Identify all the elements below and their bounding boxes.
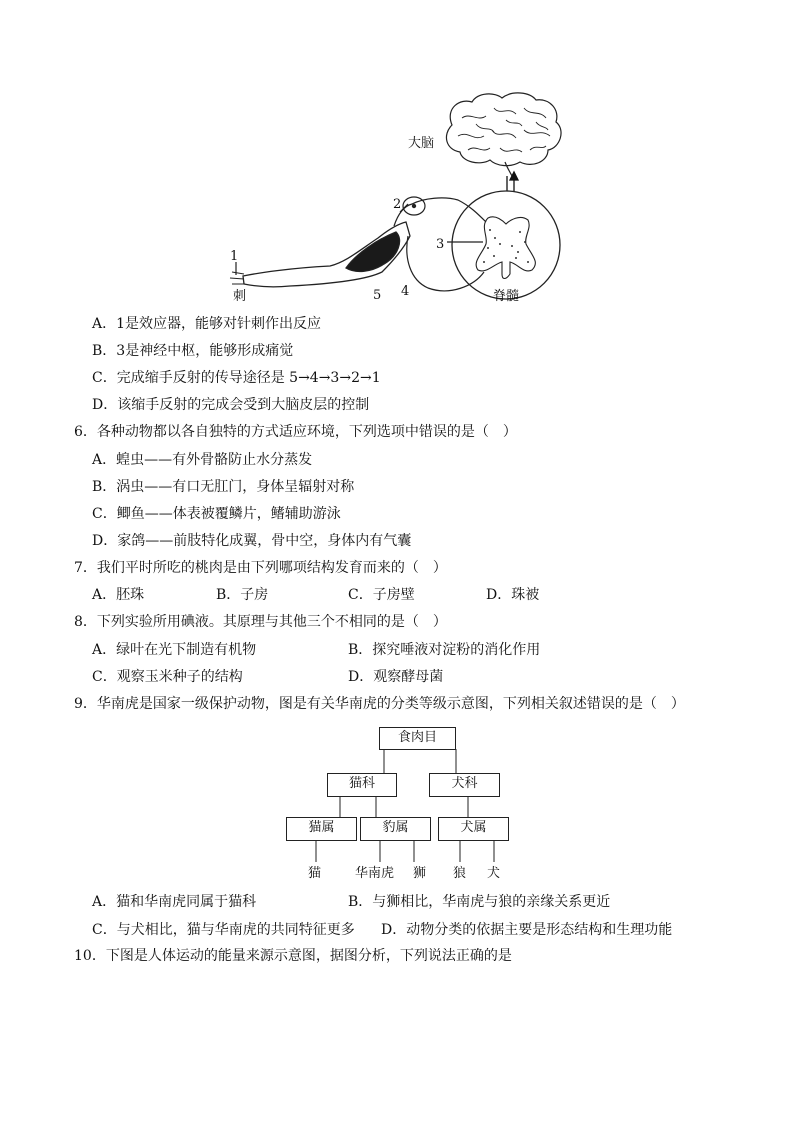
q8-option-a: A．绿叶在光下制造有机物	[92, 642, 257, 658]
q6-option-b: B．涡虫——有口无肛门，身体呈辐射对称	[92, 479, 355, 495]
q7-option-a: A．胚珠	[92, 587, 145, 603]
q9-option-d: D．动物分类的依据主要是形态结构和生理功能	[381, 922, 673, 938]
label-5: 5	[373, 288, 382, 303]
genus-cat-box: 猫属	[286, 817, 357, 841]
q9-option-c: C．与犬相比，猫与华南虎的共同特征更多	[92, 922, 355, 938]
q9-stem: 9．华南虎是国家一级保护动物，图是有关华南虎的分类等级示意图，下列相关叙述错误的是（ ）	[74, 696, 685, 712]
species-cat: 猫	[308, 866, 322, 881]
q8-option-c: C．观察玉米种子的结构	[92, 669, 243, 685]
stimulus-label: 刺	[233, 289, 247, 304]
q7-option-c: C．子房壁	[348, 587, 415, 603]
q5-option-d: D．该缩手反射的完成会受到大脑皮层的控制	[92, 397, 370, 413]
q8-stem: 8．下列实验所用碘液。其原理与其他三个不相同的是（ ）	[74, 614, 447, 630]
q5-option-a: A．1是效应器，能够对针刺作出反应	[92, 316, 322, 332]
genus-dog-box: 犬属	[438, 817, 509, 841]
label-4: 4	[401, 284, 410, 299]
q6-option-d: D．家鸽——前肢特化成翼，骨中空，身体内有气囊	[92, 533, 412, 549]
family-dog-box: 犬科	[429, 773, 500, 797]
q6-option-a: A．蝗虫——有外骨骼防止水分蒸发	[92, 452, 313, 468]
order-box: 食肉目	[379, 727, 456, 750]
q9-option-a: A．猫和华南虎同属于猫科	[92, 894, 257, 910]
spinal-cord-label: 脊髓	[493, 289, 520, 304]
label-1: 1	[230, 249, 239, 264]
q5-option-c: C．完成缩手反射的传导途径是 5→4→3→2→1	[92, 370, 381, 386]
q8-option-d: D．观察酵母菌	[348, 669, 444, 685]
q5-option-b: B．3是神经中枢，能够形成痛觉	[92, 343, 294, 359]
species-dog: 犬	[487, 866, 501, 881]
q7-option-d: D．珠被	[486, 587, 540, 603]
q8-option-b: B．探究唾液对淀粉的消化作用	[348, 642, 541, 658]
label-3: 3	[436, 237, 445, 252]
family-cat-box: 猫科	[327, 773, 397, 797]
genus-panthera-box: 豹属	[360, 817, 431, 841]
q10-stem: 10．下图是人体运动的能量来源示意图，据图分析，下列说法正确的是	[74, 948, 512, 964]
species-wolf: 狼	[453, 866, 467, 881]
species-south-china-tiger: 华南虎	[355, 866, 395, 881]
q6-option-c: C．鲫鱼——体表被覆鳞片，鳍辅助游泳	[92, 506, 341, 522]
q7-stem: 7．我们平时所吃的桃肉是由下列哪项结构发育而来的（ ）	[74, 560, 447, 576]
species-lion: 狮	[413, 866, 427, 881]
q6-stem: 6．各种动物都以各自独特的方式适应环境，下列选项中错误的是（ ）	[74, 424, 517, 440]
q9-option-b: B．与狮相比，华南虎与狼的亲缘关系更近	[348, 894, 611, 910]
label-2: 2	[393, 197, 402, 212]
brain-label: 大脑	[408, 136, 435, 151]
q7-option-b: B．子房	[216, 587, 269, 603]
